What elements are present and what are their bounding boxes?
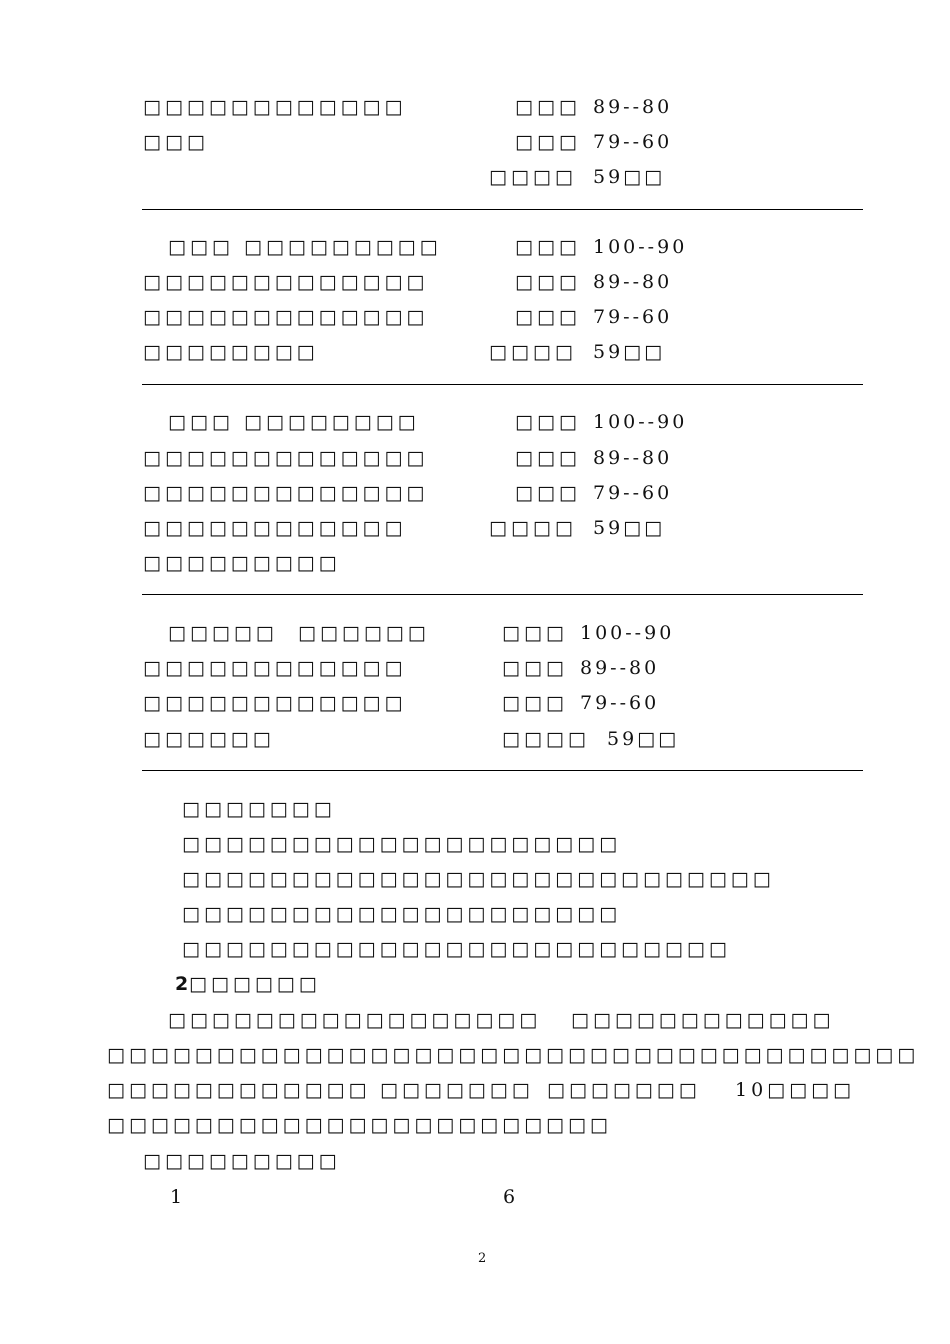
criteria-text: □□□□□□□□□□□□□ bbox=[143, 306, 429, 328]
para-text: □□□□□□□ bbox=[547, 1079, 701, 1101]
criteria-text: □□□□□□□□□□□□ bbox=[143, 692, 407, 714]
page-number: 2 bbox=[478, 1251, 487, 1266]
note-line: □□□□□□□□□□□□□□□□□□□□ bbox=[182, 903, 622, 925]
para-text: □□□□□□□□□□□□□□□□□ bbox=[168, 1009, 542, 1031]
grade-label: □□□ bbox=[502, 622, 568, 644]
score-range: 79--60 bbox=[593, 482, 673, 504]
grade-label: □□□ bbox=[515, 306, 581, 328]
section-divider bbox=[142, 209, 863, 210]
criteria-text: □□□ bbox=[143, 131, 209, 153]
heading-text: □□□□□□ bbox=[189, 973, 321, 995]
score-range: 100--90 bbox=[593, 236, 688, 258]
score-range: 59□□ bbox=[593, 166, 666, 188]
section-label: □□□ bbox=[168, 411, 234, 433]
criteria-text: □□□□□□ bbox=[143, 728, 275, 750]
grade-label: □□□ bbox=[502, 657, 568, 679]
para-text: □□□□□□□□□□□□□□□□□□□□□□□□□□□□□□□□□□□□□ bbox=[107, 1044, 920, 1066]
section-divider bbox=[142, 594, 863, 595]
score-range: 79--60 bbox=[593, 131, 673, 153]
grade-label: □□□ bbox=[502, 692, 568, 714]
para-text: 10□□□□ bbox=[735, 1079, 855, 1101]
section-desc: □□□□□□ bbox=[298, 622, 430, 644]
grade-label: □□□□ bbox=[489, 341, 577, 363]
section-desc: □□□□□□□□□ bbox=[244, 236, 442, 258]
score-range: 59□□ bbox=[607, 728, 680, 750]
criteria-text: □□□□□□□□□□□□□ bbox=[143, 271, 429, 293]
note-line: □□□□□□□ bbox=[182, 798, 336, 820]
score-range: 89--80 bbox=[580, 657, 660, 679]
grade-label: □□□ bbox=[515, 96, 581, 118]
grade-label: □□□ bbox=[515, 131, 581, 153]
note-line: □□□□□□□□□□□□□□□□□□□□□□□□□□□ bbox=[182, 868, 775, 890]
criteria-text: □□□□□□□□□□□□□ bbox=[143, 482, 429, 504]
list-number: 6 bbox=[503, 1186, 519, 1208]
score-range: 59□□ bbox=[593, 341, 666, 363]
grade-label: □□□ bbox=[515, 236, 581, 258]
score-range: 89--80 bbox=[593, 447, 673, 469]
criteria-text: □□□□□□□□□□□□□ bbox=[143, 447, 429, 469]
criteria-text: □□□□□□□□□ bbox=[143, 552, 341, 574]
grade-label: □□□□ bbox=[502, 728, 590, 750]
score-range: 89--80 bbox=[593, 96, 673, 118]
score-range: 100--90 bbox=[593, 411, 688, 433]
criteria-text: □□□□□□□□□□□□ bbox=[143, 657, 407, 679]
score-range: 79--60 bbox=[593, 306, 673, 328]
list-number: 1 bbox=[170, 1186, 186, 1208]
score-range: 100--90 bbox=[580, 622, 675, 644]
criteria-text: □□□□□□□□□□□□ bbox=[143, 96, 407, 118]
para-text: □□□□□□□ bbox=[380, 1079, 534, 1101]
score-range: 59□□ bbox=[593, 517, 666, 539]
criteria-text: □□□□□□□□□□□□ bbox=[143, 517, 407, 539]
grade-label: □□□ bbox=[515, 482, 581, 504]
section-desc: □□□□□□□□ bbox=[244, 411, 420, 433]
note-line: □□□□□□□□□□□□□□□□□□□□ bbox=[182, 833, 622, 855]
subheading: □□□□□□□□□ bbox=[143, 1150, 341, 1172]
score-range: 89--80 bbox=[593, 271, 673, 293]
grade-label: □□□ bbox=[515, 411, 581, 433]
grade-label: □□□ bbox=[515, 447, 581, 469]
section-label: □□□□□ bbox=[168, 622, 278, 644]
grade-label: □□□□ bbox=[489, 166, 577, 188]
para-text: □□□□□□□□□□□□ bbox=[571, 1009, 835, 1031]
para-text: □□□□□□□□□□□□□□□□□□□□□□□ bbox=[107, 1114, 612, 1136]
heading-number: 2 bbox=[175, 973, 190, 995]
section-divider bbox=[142, 384, 863, 385]
section-divider bbox=[142, 770, 863, 771]
section-label: □□□ bbox=[168, 236, 234, 258]
criteria-text: □□□□□□□□ bbox=[143, 341, 319, 363]
score-range: 79--60 bbox=[580, 692, 660, 714]
grade-label: □□□ bbox=[515, 271, 581, 293]
note-line: □□□□□□□□□□□□□□□□□□□□□□□□□ bbox=[182, 938, 731, 960]
para-text: □□□□□□□□□□□□ bbox=[107, 1079, 371, 1101]
grade-label: □□□□ bbox=[489, 517, 577, 539]
